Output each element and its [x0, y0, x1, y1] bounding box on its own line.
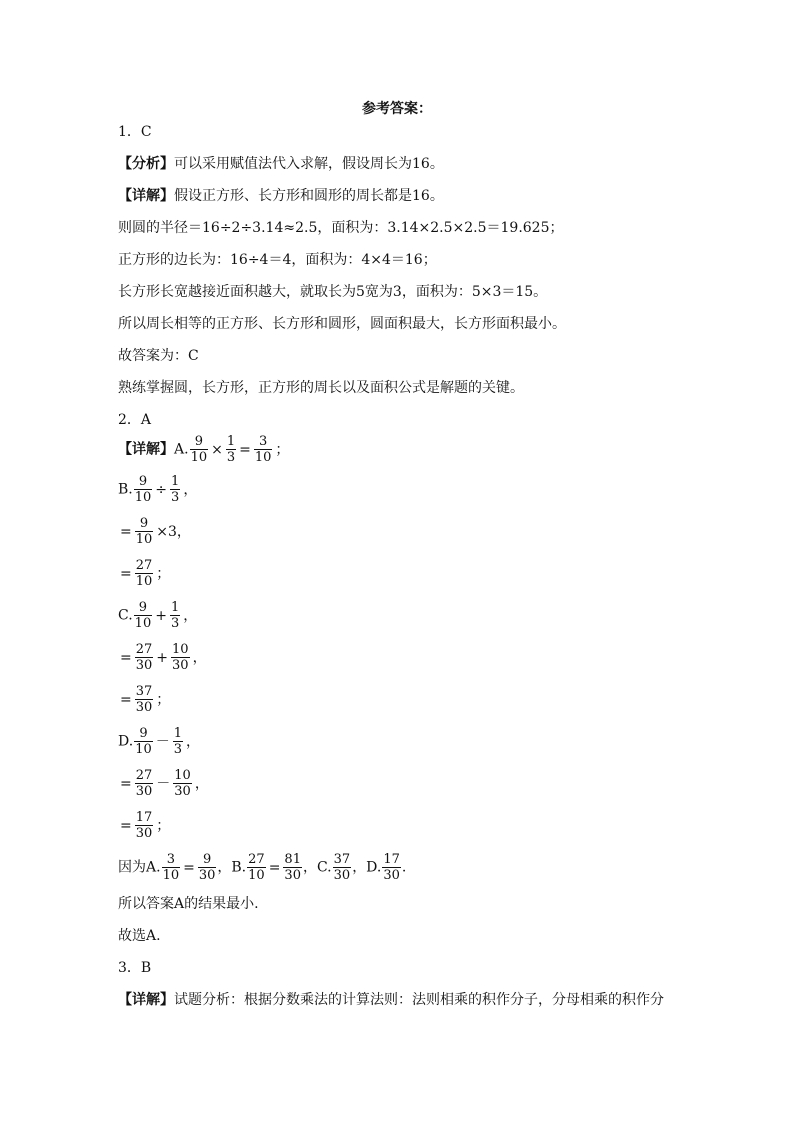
q2-line-c: C. $\frac{9}{10}$ + $\frac{1}{3}$ ，: [118, 600, 198, 631]
detail-tag: 【详解】: [118, 188, 174, 204]
fraction: $\frac{17}{30}$: [383, 852, 400, 883]
q3-number: 3．B: [118, 960, 152, 976]
fraction: $\frac{10}{30}$: [174, 768, 191, 799]
q1-line-conclusion: 所以周长相等的正方形、长方形和圆形，圆面积最大，长方形面积最小。: [118, 316, 566, 332]
fraction: $\frac{27}{10}$: [135, 558, 153, 589]
q2-line-d: D. $\frac{9}{10}$ － $\frac{1}{3}$ ，: [118, 726, 201, 757]
page-title: 参考答案：: [362, 101, 432, 117]
q1-line-square: 正方形的边长为：16÷4＝4，面积为：4×4＝16；: [118, 252, 437, 268]
fraction: $\frac{9}{10}$: [135, 516, 153, 547]
fraction: $\frac{37}{30}$: [333, 852, 351, 883]
q1-detail: [118, 186, 444, 206]
option-a-label: A.: [174, 441, 189, 458]
q2-line-choose: 故选A.: [118, 928, 161, 944]
fraction: $\frac{1}{3}$: [170, 600, 180, 631]
fraction: $\frac{27}{30}$: [135, 642, 153, 673]
fraction: $\frac{27}{30}$: [135, 768, 153, 799]
fraction: $\frac{1}{3}$: [171, 474, 180, 505]
detail-tag: 【详解】: [118, 441, 174, 458]
detail-tag: 【详解】: [118, 992, 174, 1008]
fraction: $\frac{9}{10}$: [190, 434, 208, 465]
fraction: $\frac{3}{10}$: [162, 852, 180, 883]
fraction: $\frac{3}{10}$: [254, 434, 272, 465]
fraction: $\frac{17}{30}$: [135, 810, 153, 841]
q2-line-b2: = $\frac{9}{10}$ ×3，: [120, 516, 191, 547]
q2-line-d2: = $\frac{27}{30}$ － $\frac{10}{30}$ ，: [120, 768, 209, 799]
q1-line-answer: 故答案为：C: [118, 348, 199, 364]
fraction: $\frac{9}{10}$: [135, 726, 152, 757]
q1-analysis: [118, 154, 444, 174]
detail-text: 假设正方形、长方形和圆形的周长都是16。: [174, 188, 444, 204]
fraction: $\frac{9}{10}$: [134, 474, 152, 505]
analysis-tag: 【分析】: [118, 156, 174, 172]
q1-line-circle: 则圆的半径＝16÷2÷3.14≈2.5，面积为：3.14×2.5×2.5＝19.625；: [118, 220, 564, 236]
q1-line-summary: 熟练掌握圆，长方形，正方形的周长以及面积公式是解题的关键。: [118, 380, 524, 396]
fraction: $\frac{1}{3}$: [226, 434, 236, 465]
fraction: $\frac{1}{3}$: [173, 726, 183, 757]
fraction: $\frac{9}{10}$: [134, 600, 152, 631]
q3-detail: [118, 990, 664, 1010]
fraction: $\frac{81}{30}$: [284, 852, 301, 883]
q2-number: 2．A: [118, 412, 152, 428]
q2-line-a: 【详解】A. $\frac{9}{10}$ × $\frac{1}{3}$ = $\frac{3}{10}$ ；: [118, 434, 290, 465]
q1-line-rectangle: 长方形长宽越接近面积越大，就取长为5宽为3，面积为：5×3＝15。: [118, 284, 548, 300]
q2-line-b: B. $\frac{9}{10}$ ÷ $\frac{1}{3}$ ，: [118, 474, 198, 505]
option-d-label: D.: [118, 733, 134, 750]
fraction: $\frac{37}{30}$: [135, 684, 153, 715]
analysis-text: 可以采用赋值法代入求解，假设周长为16。: [174, 156, 444, 172]
q2-line-c2: = $\frac{27}{30}$ + $\frac{10}{30}$ ，: [120, 642, 207, 673]
fraction: $\frac{10}{30}$: [172, 642, 189, 673]
fraction: $\frac{27}{10}$: [248, 852, 265, 883]
fraction: $\frac{9}{30}$: [198, 852, 216, 883]
q2-line-c3: = $\frac{37}{30}$ ；: [120, 684, 171, 715]
q2-line-b3: = $\frac{27}{10}$ ；: [120, 558, 171, 589]
q1-number: 1．C: [118, 124, 152, 140]
q2-line-because: 因为A. $\frac{3}{10}$ = $\frac{9}{30}$ ，B. $\frac{27}{10}$ = $\frac{81}{30}$ ，C. $\frac{37}{30}$ ，D. $\frac{17}{30}$ .: [118, 852, 407, 883]
q2-line-d3: = $\frac{17}{30}$ ；: [120, 810, 171, 841]
option-c-label: C.: [118, 607, 133, 624]
detail-text: 试题分析：根据分数乘法的计算法则：法则相乘的积作分子，分母相乘的积作分: [174, 992, 664, 1008]
option-b-label: B.: [118, 481, 133, 498]
q2-line-result: 所以答案A的结果最小.: [118, 896, 259, 912]
